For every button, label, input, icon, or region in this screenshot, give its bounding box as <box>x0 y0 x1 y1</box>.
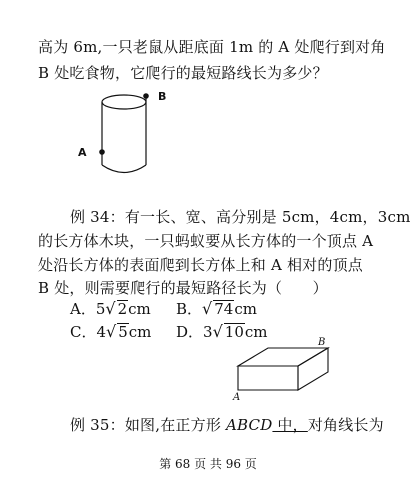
square-name: ABCD <box>226 416 273 434</box>
problem34-line-4: B 处，则需要爬行的最短路径长为（ ） <box>38 279 328 297</box>
problem34-line-2: 的长方体木块，一只蚂蚁要从长方体的一个顶点 A <box>38 232 374 250</box>
problem34-line-3: 处沿长方体的表面爬到长方体上和 A 相对的顶点 <box>38 256 363 274</box>
problem35-line-1: 例 35：如图,在正方形 ABCD 中，对角线长为 <box>70 416 384 434</box>
cylinder-label-a: A <box>78 146 87 159</box>
option-a: A．5√ 2cm <box>70 299 151 318</box>
problem33-line-1: 高为 6m,一只老鼠从距底面 1m 的 A 处爬行到对角 <box>38 38 386 56</box>
problem34-line-1: 例 34：有一长、宽、高分别是 5cm，4cm，3cm <box>70 208 411 226</box>
box-front-face <box>238 366 298 390</box>
box-label-a: A <box>233 392 241 403</box>
box-top-face <box>238 348 328 366</box>
option-c: C．4√ 5cm <box>70 322 152 341</box>
option-d: D．3√ 10cm <box>176 322 268 341</box>
box-label-b: B <box>318 337 326 348</box>
page-footer: 第 68 页 共 96 页 <box>159 457 257 471</box>
cylinder-label-b: B <box>158 90 167 103</box>
problem33-line-2: B 处吃食物，它爬行的最短路线长为多少？ <box>38 64 328 82</box>
box-side-face <box>298 348 328 390</box>
option-b: B．√ 74cm <box>176 299 257 318</box>
